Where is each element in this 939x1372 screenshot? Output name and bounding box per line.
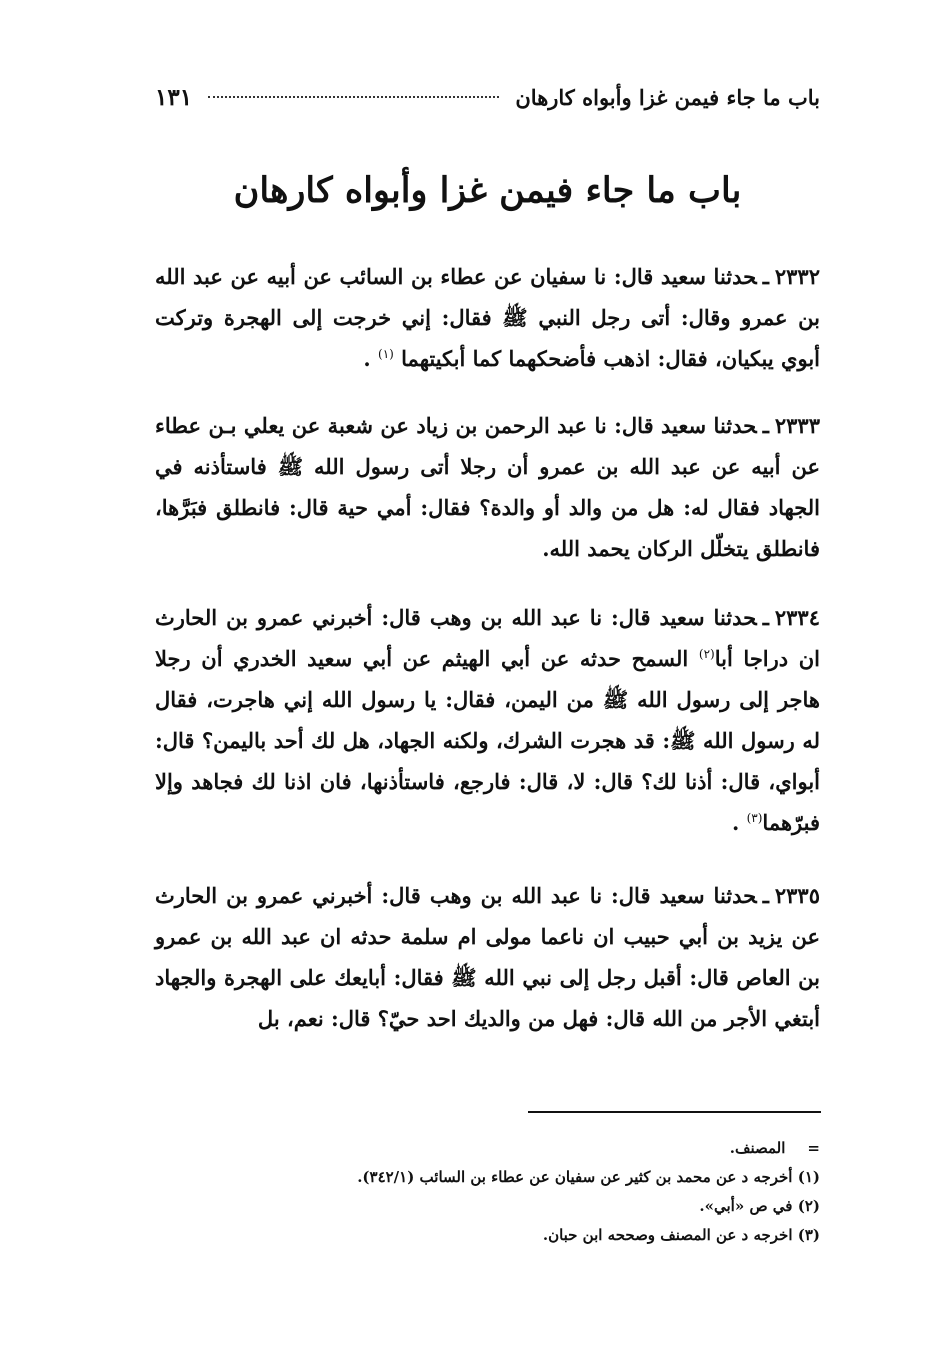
hadith-dash: ـ bbox=[762, 413, 769, 438]
footnotes bbox=[280, 1134, 820, 1250]
footnote-text: اخرجه د عن المصنف وصححه ابن حبان. bbox=[542, 1226, 793, 1244]
hadith-2334 bbox=[155, 597, 820, 843]
footnote-continuation bbox=[280, 1134, 820, 1163]
footnote-text: في ص «أبي». bbox=[699, 1197, 793, 1215]
footnote-3 bbox=[280, 1221, 820, 1250]
hadith-text-end: . bbox=[363, 346, 371, 371]
chapter-title: باب ما جاء فيمن غزا وأبواه كارهان bbox=[233, 170, 742, 211]
hadith-text: حدثنا سعيد قال: نا سفيان عن عطاء بن السائب عن أبيه عن عبد الله بن عمرو وقال: أتى رجل النبي ﷺ فقال: إني خرجت إلى الهجرة وتركت أبوي يبكيان، فقال: اذهب فأضحكهما كما أبكيتهما bbox=[155, 264, 820, 371]
footnote-text: أخرجه د عن محمد بن كثير عن سفيان عن عطاء بن السائب (٣٤٢/١). bbox=[357, 1168, 793, 1186]
footnote-marker: (٣) bbox=[797, 1226, 820, 1244]
hadith-text: حدثنا سعيد قال: نا عبد الله بن وهب قال: أخبرني عمرو بن الحارث ان دراجا أبا bbox=[155, 605, 821, 671]
footnote-ref-3[interactable]: (٣) bbox=[746, 811, 763, 825]
hadith-text-cont: السمح حدثه عن أبي الهيثم عن أبي سعيد الخدري أن رجلا هاجر إلى رسول الله ﷺ من اليمن، فقال: يا رسول الله إني هاجرت، فقال له رسول الله ﷺ: قد هجرت الشرك، ولكنه الجهاد، هل لك أحد باليمن؟ قال: أبواي، قال: أذنا لك؟ قال: لا، قال: فارجع، فاستأذنها، فان اذنا لك فجاهد وإلا فبرّهما bbox=[155, 646, 820, 835]
footnote-2 bbox=[280, 1192, 820, 1221]
page-number: ١٣١ bbox=[155, 83, 193, 111]
hadith-dash: ـ bbox=[762, 605, 769, 630]
footnote-separator bbox=[528, 1111, 821, 1113]
hadith-number: ٢٣٣٢ bbox=[774, 264, 820, 289]
hadith-2333 bbox=[155, 405, 820, 569]
hadith-dash: ـ bbox=[762, 883, 769, 908]
running-header bbox=[155, 80, 820, 114]
hadith-dash: ـ bbox=[762, 264, 769, 289]
hadith-number: ٢٣٣٤ bbox=[774, 605, 820, 630]
header-dotted-leader bbox=[208, 96, 499, 98]
footnote-ref-2[interactable]: (٢) bbox=[698, 647, 715, 661]
footnote-ref-1[interactable]: (١) bbox=[378, 347, 394, 361]
footnote-1 bbox=[280, 1163, 820, 1192]
hadith-number: ٢٣٣٣ bbox=[774, 413, 820, 438]
hadith-text: حدثنا سعيد قال: نا عبد الرحمن بن زياد عن شعبة عن يعلي بـن عطاء عن أبيه عن عبد الله بن عمرو أن رجلا أتى رسول الله ﷺ فاستأذنه في الجهاد فقال له: هل من والد أو والدة؟ فقال: أمي حية قال: فانطلق فبَرَّها، فانطلق يتخلّل الركان يحمد الله. bbox=[155, 413, 820, 561]
running-title: باب ما جاء فيمن غزا وأبواه كارهان bbox=[515, 84, 820, 110]
hadith-2332 bbox=[155, 256, 820, 379]
footnote-text: المصنف. bbox=[729, 1139, 786, 1157]
footnote-marker: = bbox=[807, 1139, 820, 1157]
hadith-number: ٢٣٣٥ bbox=[774, 883, 820, 908]
footnote-marker: (٢) bbox=[797, 1197, 820, 1215]
footnote-marker: (١) bbox=[797, 1168, 820, 1186]
hadith-text-end: . bbox=[731, 810, 740, 835]
hadith-2335 bbox=[155, 875, 820, 1039]
hadith-text: حدثنا سعيد قال: نا عبد الله بن وهب قال: أخبرني عمرو بن الحارث عن يزيد بن أبي حبيب ان ناعما مولى ام سلمة حدثه ان عبد الله بن عمرو بن العاص قال: أقبل رجل إلى نبي الله ﷺ فقال: أبايعك على الهجرة والجهاد أبتغي الأجر من الله قال: فهل من والديك احد حيّ؟ قال: نعم، بل bbox=[155, 883, 820, 1031]
